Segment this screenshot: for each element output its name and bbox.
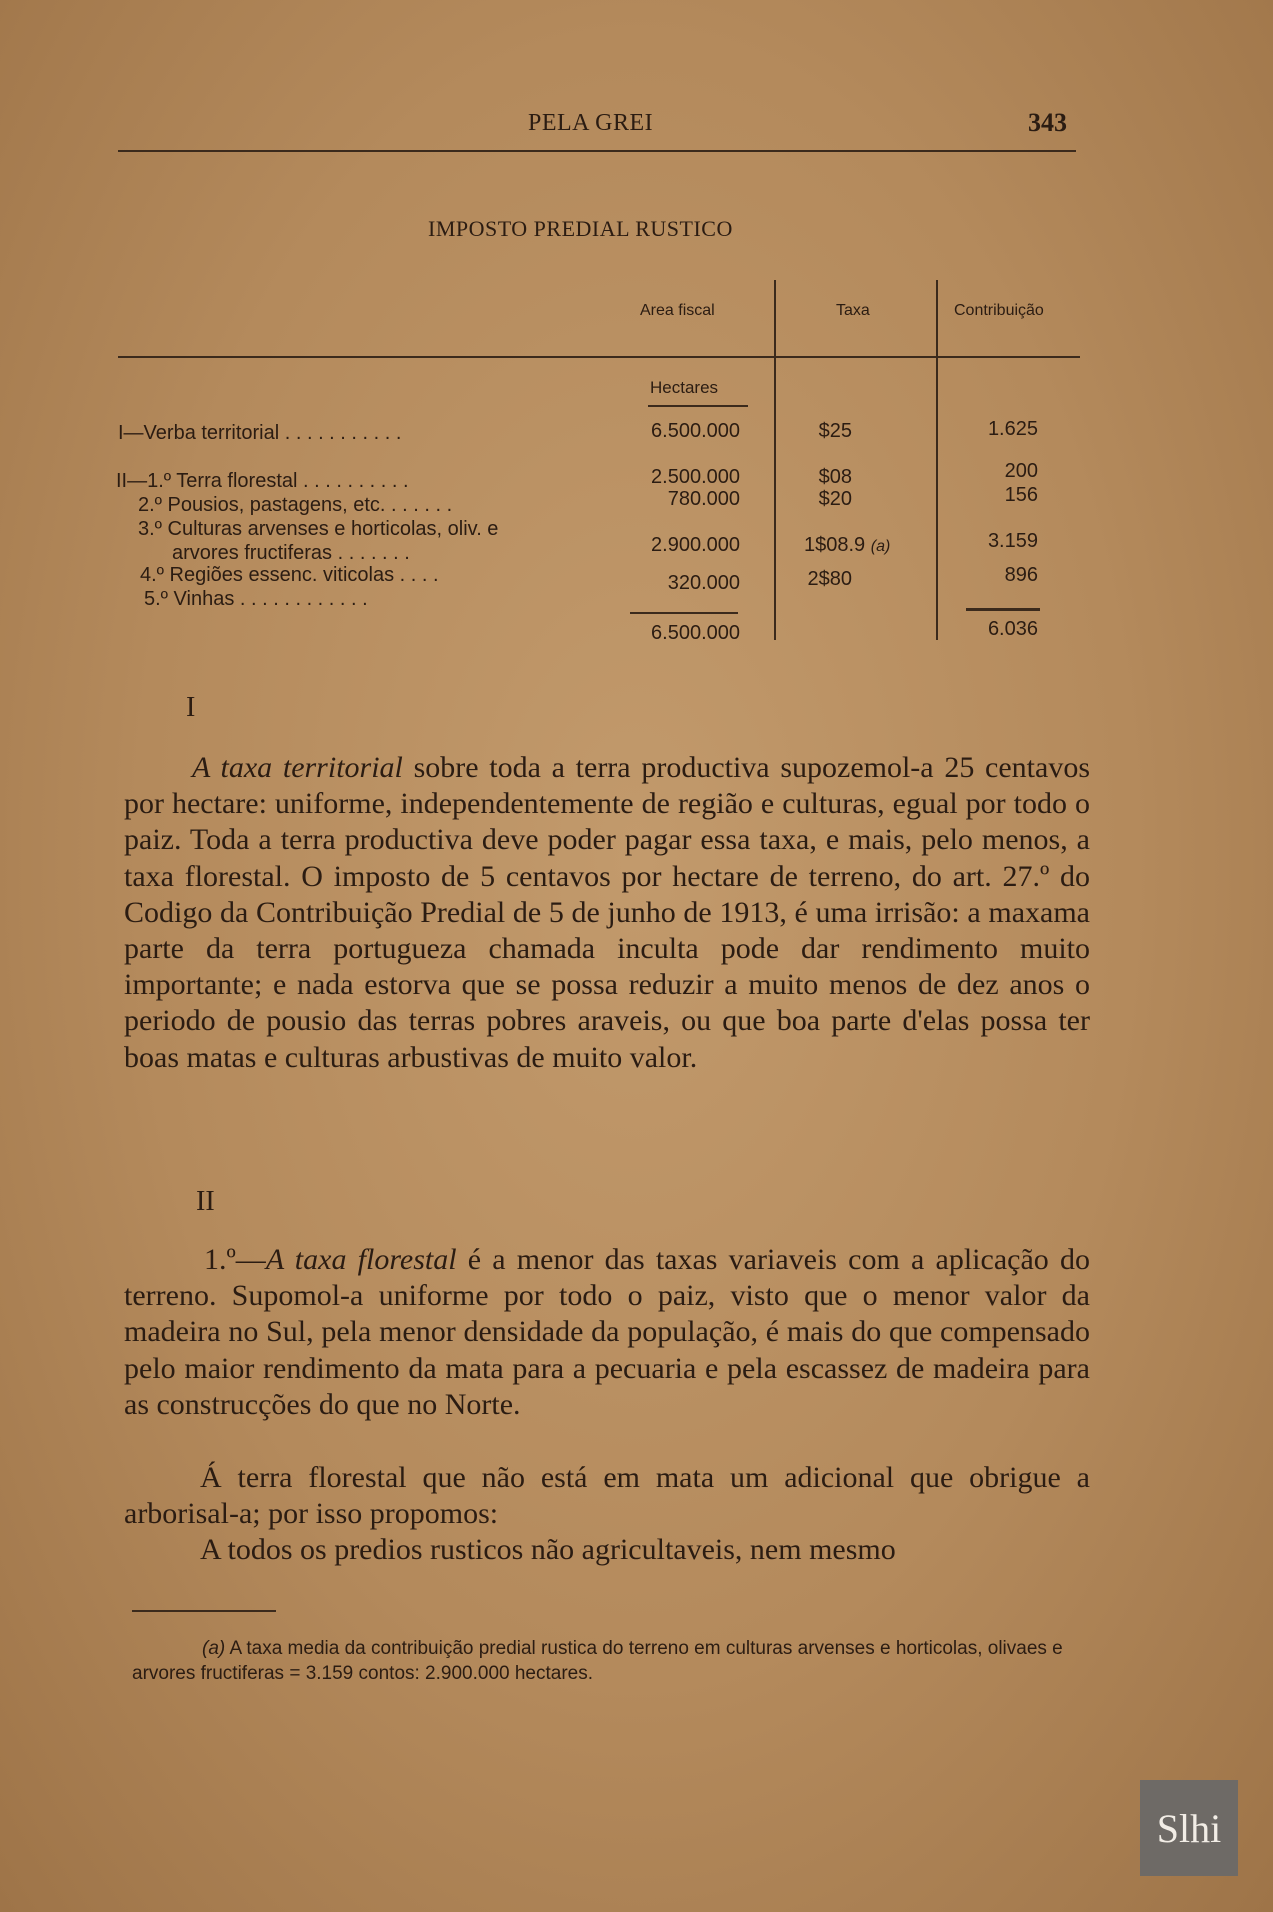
table-row-label: 3.º Culturas arvenses e horticolas, oliv. e — [138, 518, 499, 540]
paragraph-prefix: 1.º— — [204, 1243, 266, 1276]
table-cell-area: 780.000 — [667, 488, 740, 510]
table-cell-area: 2.900.000 — [651, 534, 740, 556]
total-area: 6.500.000 — [651, 622, 740, 644]
lead-term: A taxa florestal — [265, 1243, 457, 1276]
footnote-text: A taxa media da contribuição predial rustica do terreno em culturas arvenses e horticolas, olivaes e arvores fructiferas = 3.159 contos: 2.900.000 hectares. — [132, 1638, 1063, 1684]
table-cell-taxa — [804, 534, 890, 557]
column-header-contribuicao: Contribuição — [954, 302, 1044, 319]
paragraph-text: sobre toda a terra productiva supozemol-a 25 centavos por hectare: uniforme, independentemente de região e culturas, egual por todo o paiz. Toda a terra productiva deve poder pagar essa taxa, e mais, pelo menos, a taxa florestal. O imposto de 5 centavos por hectare de terreno, do art. 27.º do Codigo da Contribuição Predial de 5 de junho de 1913, é uma irrisão: a maxama parte da terra portugueza chamada inculta pode dar rendimento muito importante; e nada estorva que se possa reduzir a muito menos de dez anos o periodo de pousio das terras pobres araveis, ou que boa parte d'elas possa ter boas matas e culturas arbustivas de muito valor. — [124, 751, 1090, 1074]
logo-text: Slhi — [1156, 1805, 1222, 1851]
table-title: IMPOSTO PREDIAL RUSTICO — [428, 216, 733, 241]
sum-rule — [966, 608, 1040, 611]
footnote-rule — [132, 1610, 276, 1612]
sum-rule — [630, 612, 738, 614]
table-cell-taxa: 2$80 — [807, 568, 852, 590]
paragraph: Á terra florestal que não está em mata um adicional que obrigue a arborisal-a; por isso propomos: — [124, 1461, 1090, 1531]
table-cell-contrib: 896 — [1004, 564, 1038, 586]
table-cell-area: 2.500.000 — [651, 466, 740, 488]
column-header-area: Area fiscal — [640, 302, 715, 319]
footnote-ref: (a) — [870, 538, 891, 555]
section-numeral: II — [196, 1186, 215, 1217]
table-row-label: II—1.º Terra florestal . . . . . . . . . . — [116, 470, 409, 492]
page-number: 343 — [1028, 108, 1067, 137]
table-cell-area: 320.000 — [667, 572, 740, 594]
table-cell-taxa: $25 — [818, 420, 852, 442]
footnote — [132, 1636, 1122, 1686]
paragraph-text: é a menor das taxas variaveis com a aplicação do terreno. Supomol-a uniforme por todo o paiz, visto que o menor valor da madeira no Sul, pela menor densidade da população, é mais do que compensado pelo maior rendimento da mata para a pecuaria e pela escassez de madeira para as construcções do que no Norte. — [124, 1243, 1090, 1421]
header-rule-table — [118, 356, 1080, 358]
table-row-label: I—Verba territorial . . . . . . . . . . . — [118, 422, 402, 444]
paragraph — [124, 750, 1090, 1076]
table-row-label: 5.º Vinhas . . . . . . . . . . . . — [144, 588, 368, 610]
paragraph — [124, 1242, 1090, 1423]
table-row-label: arvores fructiferas . . . . . . . — [172, 542, 410, 564]
table-cell-contrib: 156 — [1004, 484, 1038, 506]
running-header-title: PELA GREI — [528, 110, 654, 136]
lead-term: A taxa territorial — [192, 751, 403, 784]
total-contrib: 6.036 — [987, 618, 1038, 640]
table-cell-taxa: $08 — [818, 466, 852, 488]
footnote-mark: (a) — [202, 1638, 226, 1659]
unit-label: Hectares — [650, 378, 719, 397]
table-cell-taxa: $20 — [818, 488, 852, 510]
table-cell-area: 6.500.000 — [651, 420, 740, 442]
unit-underline — [648, 405, 748, 407]
table-cell-contrib: 200 — [1004, 460, 1038, 482]
paragraph: A todos os predios rusticos não agricultaveis, nem mesmo — [200, 1533, 896, 1566]
column-header-taxa: Taxa — [836, 302, 870, 319]
header-rule — [118, 150, 1076, 152]
table-row-label: 4.º Regiões essenc. viticolas . . . . — [140, 564, 439, 586]
table-row-label: 2.º Pousios, pastagens, etc. . . . . . . — [138, 494, 453, 516]
table-cell-contrib: 1.625 — [987, 418, 1038, 440]
section-numeral: I — [186, 692, 196, 723]
library-logo — [1140, 1780, 1238, 1876]
taxa-value: 1$08.9 — [804, 534, 866, 556]
table-cell-contrib: 3.159 — [987, 530, 1038, 552]
